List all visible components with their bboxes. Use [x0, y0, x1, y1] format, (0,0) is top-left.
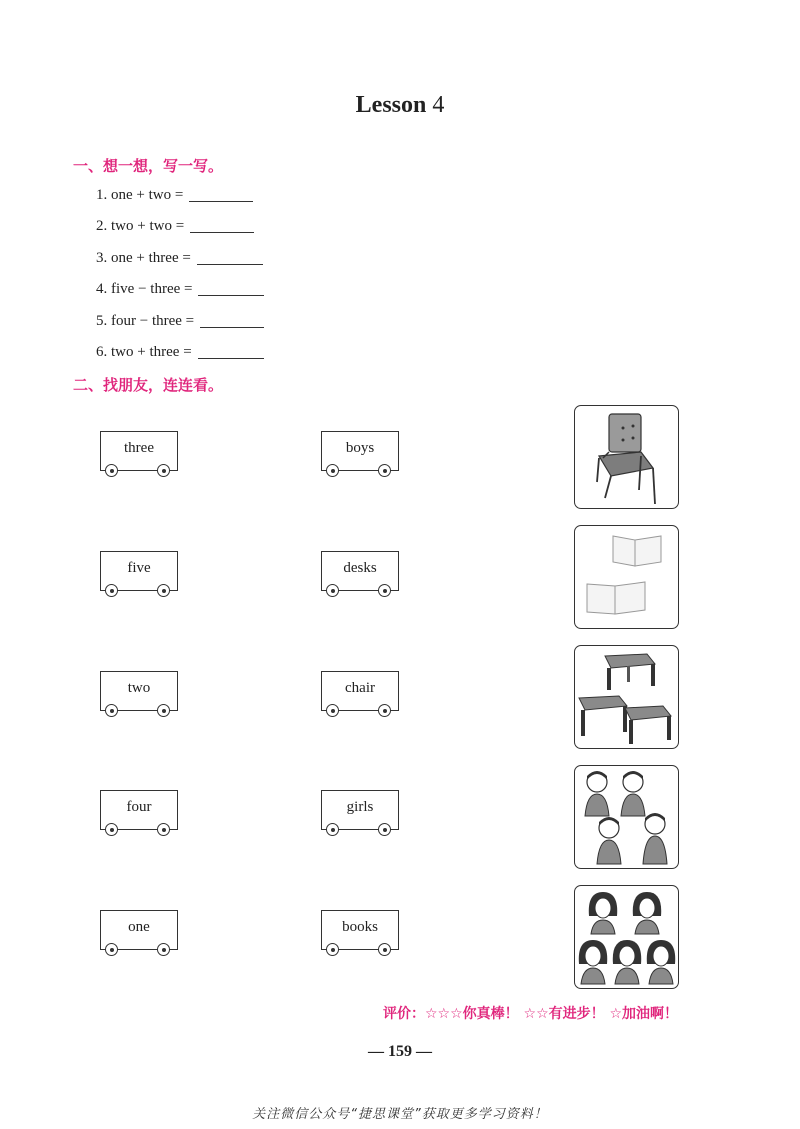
- noun-cart-desks[interactable]: desks: [321, 551, 399, 603]
- evaluation-line: 评价：☆☆☆你真棒！ ☆☆有进步！ ☆加油啊！: [383, 1006, 679, 1022]
- section-heading-1: 一、想一想，写一写。: [73, 157, 224, 175]
- answer-blank[interactable]: [190, 231, 254, 233]
- question-6: 6. two + three =: [96, 344, 264, 361]
- noun-cart-chair[interactable]: chair: [321, 671, 399, 723]
- noun-cart-boys[interactable]: boys: [321, 431, 399, 483]
- number-cart-two[interactable]: two: [100, 671, 178, 723]
- number-cart-four[interactable]: four: [100, 790, 178, 842]
- desks-picture[interactable]: [574, 645, 679, 749]
- answer-blank[interactable]: [198, 294, 264, 296]
- question-4: 4. five − three =: [96, 281, 264, 298]
- section-heading-2: 二、找朋友，连连看。: [73, 376, 224, 394]
- page-number: — 159 —: [368, 1043, 432, 1060]
- answer-blank[interactable]: [200, 326, 264, 328]
- noun-cart-books[interactable]: books: [321, 910, 399, 962]
- answer-blank[interactable]: [198, 357, 264, 359]
- number-cart-one[interactable]: one: [100, 910, 178, 962]
- question-3: 3. one + three =: [96, 250, 263, 267]
- books-picture[interactable]: [574, 525, 679, 629]
- noun-cart-girls[interactable]: girls: [321, 790, 399, 842]
- question-5: 5. four − three =: [96, 313, 264, 330]
- boys-picture[interactable]: [574, 765, 679, 869]
- answer-blank[interactable]: [197, 263, 263, 265]
- girls-picture[interactable]: [574, 885, 679, 989]
- chair-picture[interactable]: [574, 405, 679, 509]
- answer-blank[interactable]: [189, 200, 253, 202]
- page-title: Lesson 4: [355, 92, 445, 118]
- question-1: 1. one + two =: [96, 187, 253, 204]
- number-cart-three[interactable]: three: [100, 431, 178, 483]
- question-2: 2. two + two =: [96, 218, 254, 235]
- footer-note: 关注微信公众号“捷思课堂”获取更多学习资料！: [252, 1107, 548, 1122]
- number-cart-five[interactable]: five: [100, 551, 178, 603]
